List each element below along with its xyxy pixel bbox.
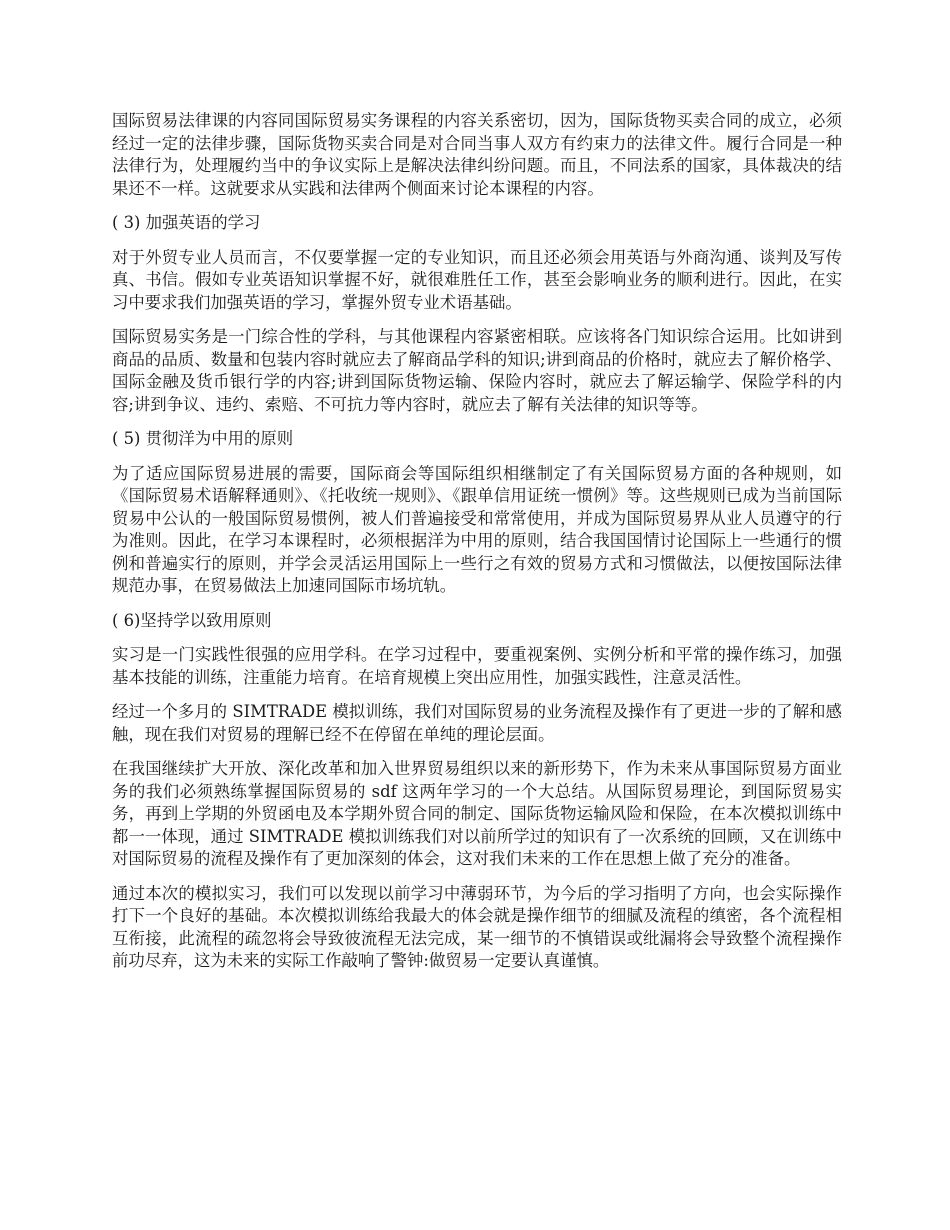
paragraph-integrated-knowledge: 国际贸易实务是一门综合性的学科，与其他课程内容紧密相联。应该将各门知识综合运用。比如讲到商品的品质、数量和包装内容时就应去了解商品学科的知识;讲到商品的价格时，就应去了解价格学、国际金融及货币银行学的内容;讲到国际货物运输、保险内容时，就应去了解运输学、保险学科的内容;讲到争议、违约、索赔、不可抗力等内容时，就应去了解有关法律的知识等等。 xyxy=(112,327,842,414)
paragraph-summary: 在我国继续扩大开放、深化改革和加入世界贸易组织以来的新形势下，作为未来从事国际贸易方面业务的我们必须熟练掌握国际贸易的 sdf 这两年学习的一个大总结。从国际贸易理论，到国际贸易实务，再到上学期的外贸函电及本学期外贸合同的制定、国际货物运输风险和保险，在本次模拟训练中都一一体现，通过 SIMTRADE 模拟训练我们对以前所学过的知识有了一次系统的回顾，又在训练中对国际贸易的流程及操作有了更加深刻的体会，这对我们未来的工作在思想上做了充分的准备。 xyxy=(112,759,842,868)
paragraph-international-rules: 为了适应国际贸易进展的需要，国际商会等国际组织相继制定了有关国际贸易方面的各种规则，如《国际贸易术语解释通则》、《托收统一规则》、《跟单信用证统一惯例》等。这些规则已成为当前国际贸易中公认的一般国际贸易惯例，被人们普遍接受和常常使用，并成为国际贸易界从业人员遵守的行为准则。因此，在学习本课程时，必须根据洋为中用的原则，结合我国国情讨论国际上一些通行的惯例和普遍实行的原则，并学会灵活运用国际上一些行之有效的贸易方式和习惯做法，以便按国际法律规范办事，在贸易做法上加速同国际市场坑轨。 xyxy=(112,463,842,595)
paragraph-english: 对于外贸专业人员而言，不仅要掌握一定的专业知识，而且还必须会用英语与外商沟通、谈判及写传真、书信。假如专业英语知识掌握不好，就很难胜任工作，甚至会影响业务的顺利进行。因此，在实习中要求我们加强英语的学习，掌握外贸专业术语基础。 xyxy=(112,247,842,312)
document-body xyxy=(112,110,842,985)
section-heading-6: ( 6)坚持学以致用原则 xyxy=(112,610,272,630)
paragraph-practice: 实习是一门实践性很强的应用学科。在学习过程中，要重视案例、实例分析和平常的操作练习，加强基本技能的训练，注重能力培育。在培育规模上突出应用性，加强实践性，注意灵活性。 xyxy=(112,645,842,687)
paragraph-simtrade: 经过一个多月的 SIMTRADE 模拟训练，我们对国际贸易的业务流程及操作有了更进一步的了解和感触，现在我们对贸易的理解已经不在停留在单纯的理论层面。 xyxy=(112,702,842,744)
paragraph-intro-law: 国际贸易法律课的内容同国际贸易实务课程的内容关系密切，因为，国际货物买卖合同的成立，必须经过一定的法律步骤，国际货物买卖合同是对合同当事人双方有约束力的法律文件。履行合同是一种法律行为，处理履约当中的争议实际上是解决法律纠纷问题。而且，不同法系的国家，具体裁决的结果还不一样。这就要求从实践和法律两个侧面来讨论本课程的内容。 xyxy=(112,111,842,198)
paragraph-conclusion: 通过本次的模拟实习，我们可以发现以前学习中薄弱环节，为今后的学习指明了方向，也会实际操作打下一个良好的基础。本次模拟训练给我最大的体会就是操作细节的细腻及流程的缜密，各个流程相互衔接，此流程的疏忽将会导致彼流程无法完成，某一细节的不慎错误或纰漏将会导致整个流程操作前功尽弃，这为未来的实际工作敲响了警钟:做贸易一定要认真谨慎。 xyxy=(112,883,842,970)
section-heading-3: ( 3) 加强英语的学习 xyxy=(112,213,261,232)
section-heading-5: ( 5) 贯彻洋为中用的原则 xyxy=(112,429,294,448)
